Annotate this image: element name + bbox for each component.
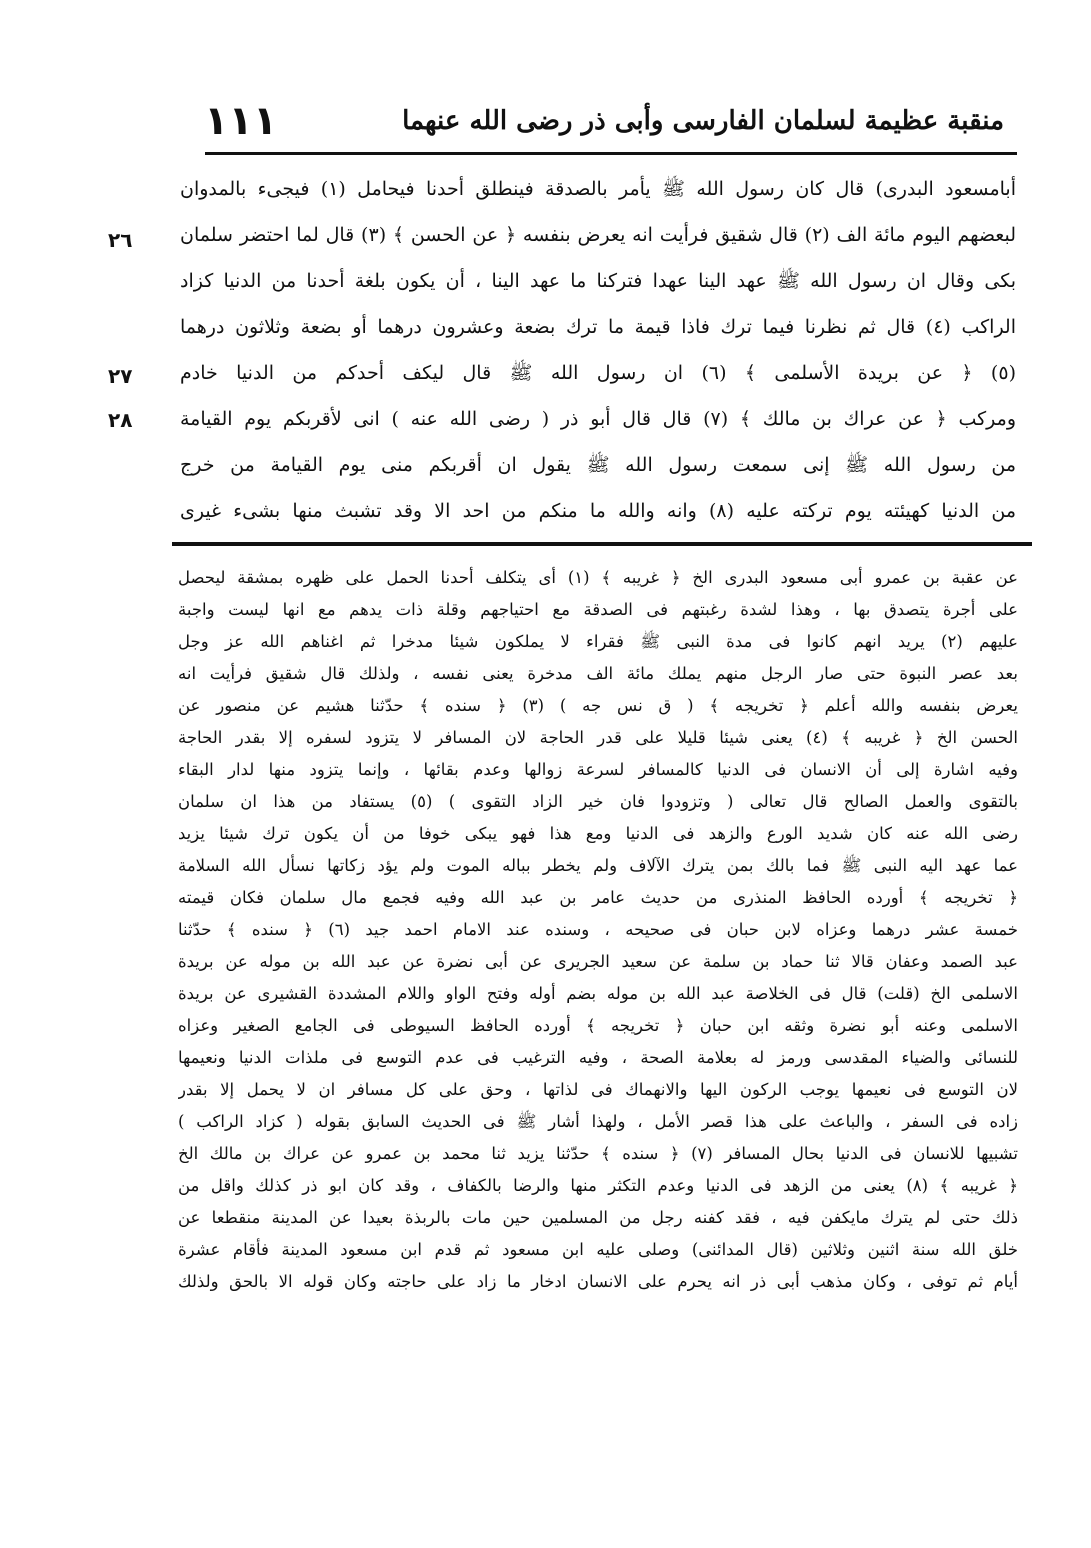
commentary-line: ﴿ غريبه ﴾ (٨) يعنى من الزهد فى الدنيا وعدم التكثر منها والرضا بالكفاف ، وقد كان ابو ذر كذلك واقل من — [178, 1176, 1018, 1195]
main-text-line: بكى وقال ان رسول الله ﷺ عهد الينا عهدا فتركنا ما عهد الينا ، أن يكون بلغة أحدنا من الدنيا كزاد — [180, 270, 1016, 292]
margin-number-28: ٢٨ — [108, 408, 133, 432]
commentary-line: على أجرة يتصدق بها ، وهذا لشدة رغبتهم فى الصدقة مع احتياجهم وقلة ذات يدهم مع انها ليست واجبة — [178, 600, 1018, 619]
margin-number-26: ٢٦ — [108, 228, 133, 252]
header-rule — [205, 152, 1017, 155]
commentary-line: عبد الصمد وعفان قالا ثنا حماد بن سلمة عن سعيد الجريرى عن أبى نضرة عن عبد الله بن موله عن بريدة — [178, 952, 1018, 971]
commentary-divider — [172, 542, 1032, 546]
main-text-line: من الدنيا كهيئته يوم تركته عليه (٨) وانه والله ما منكم من احد الا وقد تشبث منها بشىء غيرى — [180, 500, 1016, 522]
main-text-line: أبامسعود البدرى) قال كان رسول الله ﷺ يأمر بالصدقة فينطلق أحدنا فيحامل (١) فيجىء بالمدوان — [180, 178, 1016, 200]
commentary-line: يعرض بنفسه والله أعلم ﴿ تخريجه ﴾ ( ق نس جه ) (٣) ﴿ سنده ﴾ حدّثنا هشيم عن منصور عن — [178, 696, 1018, 715]
page-number: ١١١ — [204, 98, 278, 144]
commentary-line: بالتقوى والعمل الصالح قال تعالى ( وتزودوا فان خير الزاد التقوى ) (٥) يستفاد من هذا ان سلمان — [178, 792, 1018, 811]
commentary-line: الحسن الخ ﴿ غريبه ﴾ (٤) يعنى شيئا قليلا على قدر الحاجة لان المسافر لا يتزود لسفره إلا بقدر الحاجة — [178, 728, 1018, 747]
commentary-line: لان التوسع فى نعيمها يوجب الركون اليها والانهماك فى لذاتها ، وحق على كل مسافر ان لا يحمل إلا بقدر — [178, 1080, 1018, 1099]
main-text-line: الراكب (٤) قال ثم نظرنا فيما ترك فاذا قيمة ما ترك بضعة وعشرون درهما أو بضعة وثلاثون درهما — [180, 316, 1016, 338]
commentary-line: عما عهد اليه النبى ﷺ فما بالك بمن يترك الآلاف ولم يخطر بباله الموت ولم يؤد زكاتها نسأل الله السلامة — [178, 856, 1018, 875]
commentary-line: رضى الله عنه كان شديد الورع والزهد فى الدنيا ومع هذا فهو يبكى خوفا من أن يكون ترك شيئا يزيد — [178, 824, 1018, 843]
page-header — [180, 96, 1020, 146]
commentary-line: بعد عصر النبوة حتى صار الرجل منهم يملك مائة الف مدخرة يعنى نفسه ، ولذلك قال شقيق فرأيت انه — [178, 664, 1018, 683]
commentary-footnotes — [178, 562, 1018, 1298]
running-title: منقبة عظيمة لسلمان الفارسى وأبى ذر رضى الله عنهما — [402, 106, 1004, 136]
main-text-line: من رسول الله ﷺ إنى سمعت رسول الله ﷺ يقول ان أقربكم منى يوم القيامة من خرج — [180, 454, 1016, 476]
commentary-line: أيام ثم توفى ، وكان مذهب أبى ذر انه يحرم على الانسان ادخار ما زاد على حاجته وكان قوله الا بالحق ولذلك — [178, 1272, 1018, 1291]
margin-hadith-numbers — [108, 160, 168, 540]
commentary-line: الاسلمى وعنه أبو نضرة وثقه ابن حبان ﴿ تخريجه ﴾ أورده الحافظ السيوطى فى الجامع الصغير وعزاه — [178, 1016, 1018, 1035]
commentary-line: عن عقبة بن عمرو أبى مسعود البدرى الخ ﴿ غريبه ﴾ (١) أى يتكلف أحدنا الحمل على ظهره بمشقة ليحصل — [178, 568, 1018, 587]
commentary-line: ﴿ تخريجه ﴾ أورده الحافظ المنذرى من حديث عامر بن عبد الله وفيه فجمع مال سلمان فكان قيمته — [178, 888, 1018, 907]
commentary-line: ذلك حتى لم يترك مايكفن فيه ، فقد كفنه رجل من المسلمين حين مات بالربذة بعيدا عن المدينة منقطعا عن — [178, 1208, 1018, 1227]
commentary-line: خمسة عشر درهما وعزاه لابن حبان فى صحيحه ، وسنده عند الامام احمد جيد (٦) ﴿ سنده ﴾ حدّثنا — [178, 920, 1018, 939]
main-text-line: ومركب ﴿ عن عراك بن مالك ﴾ (٧) قال قال أبو ذر ( رضى الله عنه ) انى لأقربكم يوم القيامة — [180, 408, 1016, 430]
commentary-line: زاده فى السفر ، والباعث على هذا قصر الأمل ، ولهذا أشار ﷺ فى الحديث السابق بقوله ( كزاد الراكب ) — [178, 1112, 1018, 1131]
main-text-line: (٥) ﴿ عن بريدة الأسلمى ﴾ (٦) ان رسول الله ﷺ قال ليكف أحدكم من الدنيا خادم — [180, 362, 1016, 384]
commentary-line: الاسلمى الخ (قلت) قال فى الخلاصة عبد الله بن موله بضم أوله وفتح الواو واللام المشددة القشيرى عن بريدة — [178, 984, 1018, 1003]
commentary-line: عليهم (٢) يريد انهم كانوا فى مدة النبى ﷺ فقراء لا يملكون شيئا مدخرا ثم اغناهم الله عز وجل — [178, 632, 1018, 651]
commentary-line: للنسائى والضياء المقدسى ورمز له بعلامة الصحة ، وفيه الترغيب فى عدم التوسع فى ملذات الدنيا ونعيمها — [178, 1048, 1018, 1067]
commentary-line: تشبيها للانسان فى الدنيا بحال المسافر (٧) ﴿ سنده ﴾ حدّثنا يزيد ثنا محمد بن عمرو عن عراك بن مالك الخ — [178, 1144, 1018, 1163]
margin-number-27: ٢٧ — [108, 364, 133, 388]
main-text-line: لبعضهم اليوم مائة الف (٢) قال شقيق فرأيت انه يعرض بنفسه ﴿ عن الحسن ﴾ (٣) قال لما احتضر سلمان — [180, 224, 1016, 246]
main-hadith-text — [180, 166, 1016, 534]
commentary-line: وفيه اشارة إلى أن الانسان فى الدنيا كالمسافر لسرعة زوالها وعدم بقائها ، وإنما يتزود منها لدار البقاء — [178, 760, 1018, 779]
commentary-line: خلق الله سنة اثنين وثلاثين (قال المدائنى) وصلى عليه ابن مسعود ثم قدم ابن مسعود المدينة فأقام عشرة — [178, 1240, 1018, 1259]
